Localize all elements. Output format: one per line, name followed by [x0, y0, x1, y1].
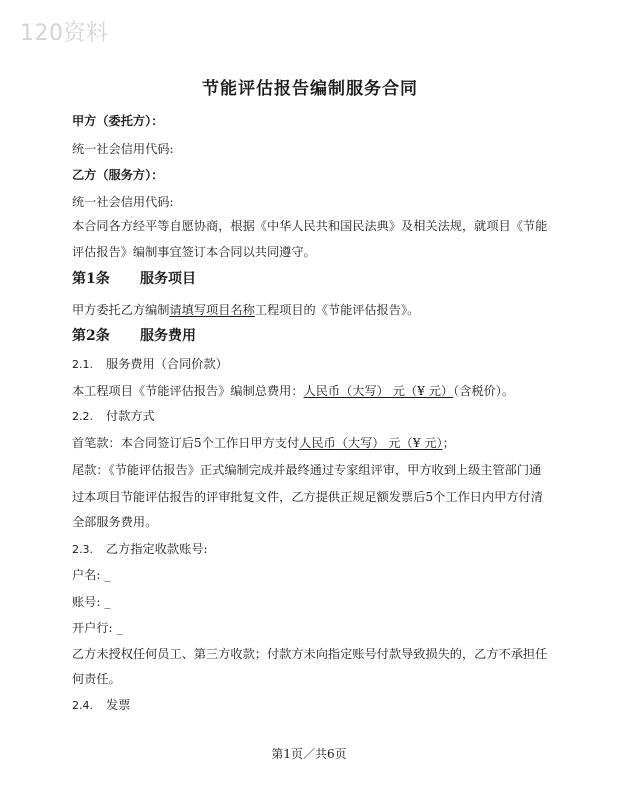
- preamble-line-1: 本合同各方经平等自愿协商，根据《中华人民共和国民法典》及相关法规，就项目《节能: [72, 219, 548, 233]
- account-number: 账号: _: [72, 595, 111, 609]
- document-title: 节能评估报告编制服务合同: [202, 79, 418, 99]
- account-name: 户名: _: [72, 568, 111, 582]
- article-1-heading: [72, 270, 548, 288]
- section-2-3-number: 2.3.: [72, 543, 93, 556]
- article-1-body: [72, 301, 548, 319]
- page-footer: 第1页／共6页: [271, 747, 347, 761]
- project-name-placeholder: 请填写项目名称: [169, 303, 255, 317]
- section-2-3-heading: [72, 540, 548, 559]
- article-1-number: 第1条: [72, 271, 110, 287]
- section-2-1-number: 2.1.: [72, 358, 93, 371]
- section-2-1-heading: [72, 355, 548, 374]
- first-payment-text: 首笔款：本合同签订后5个工作日甲方支付: [72, 436, 300, 450]
- first-payment-amount: 人民币（大写） 元（¥ 元）: [299, 436, 443, 450]
- party-b-label: 乙方（服务方）：: [72, 168, 164, 182]
- article-1-body-text: 甲方委托乙方编制: [72, 303, 170, 317]
- article-1-body-text-end: 工程项目的《节能评估报告》。: [254, 303, 420, 317]
- party-a-label: 甲方（委托方）：: [72, 114, 164, 128]
- payment-warning-line-2: 何责任。: [72, 672, 121, 686]
- section-2-2-title: 付款方式: [106, 409, 155, 423]
- section-2-4-number: 2.4.: [72, 699, 93, 712]
- section-2-2-heading: [72, 407, 548, 426]
- bank-name: 开户行: _: [72, 621, 123, 635]
- section-2-3-title: 乙方指定收款账号:: [106, 542, 208, 556]
- article-1-title: 服务项目: [140, 271, 196, 287]
- section-2-4-title: 发票: [106, 698, 131, 712]
- section-2-1-title: 服务费用（合同价款）: [106, 357, 228, 371]
- total-fee-tax-note: （含税价）。: [453, 384, 515, 398]
- first-payment-line: [72, 434, 548, 452]
- party-a-credit-code: 统一社会信用代码:: [72, 142, 174, 156]
- payment-warning-line-1: 乙方未授权任何员工、第三方收款；付款方未向指定账号付款导致损失的，乙方不承担任: [72, 647, 548, 661]
- watermark: 120资料: [20, 21, 109, 46]
- article-2-heading: [72, 327, 548, 345]
- article-2-title: 服务费用: [140, 328, 196, 344]
- first-payment-end: ；: [442, 436, 455, 450]
- final-payment-line-2: 过本项目节能评估报告的评审批复文件，乙方提供正规足额发票后5个工作日内甲方付清: [72, 490, 543, 504]
- section-2-2-number: 2.2.: [72, 410, 93, 423]
- section-2-4-heading: [72, 696, 548, 715]
- article-2-number: 第2条: [72, 328, 110, 344]
- party-b-credit-code: 统一社会信用代码:: [72, 195, 174, 209]
- preamble-line-2: 评估报告》编制事宜签订本合同以共同遵守。: [72, 245, 316, 259]
- final-payment-line-1: 尾款：《节能评估报告》正式编制完成并最终通过专家组评审，甲方收到上级主管部门通: [72, 463, 542, 477]
- total-fee-amount: 人民币（大写） 元（¥ 元）: [303, 384, 454, 398]
- total-fee-line: [72, 382, 548, 400]
- total-fee-text: 本工程项目《节能评估报告》编制总费用：: [72, 384, 304, 398]
- final-payment-line-3: 全部服务费用。: [72, 515, 158, 529]
